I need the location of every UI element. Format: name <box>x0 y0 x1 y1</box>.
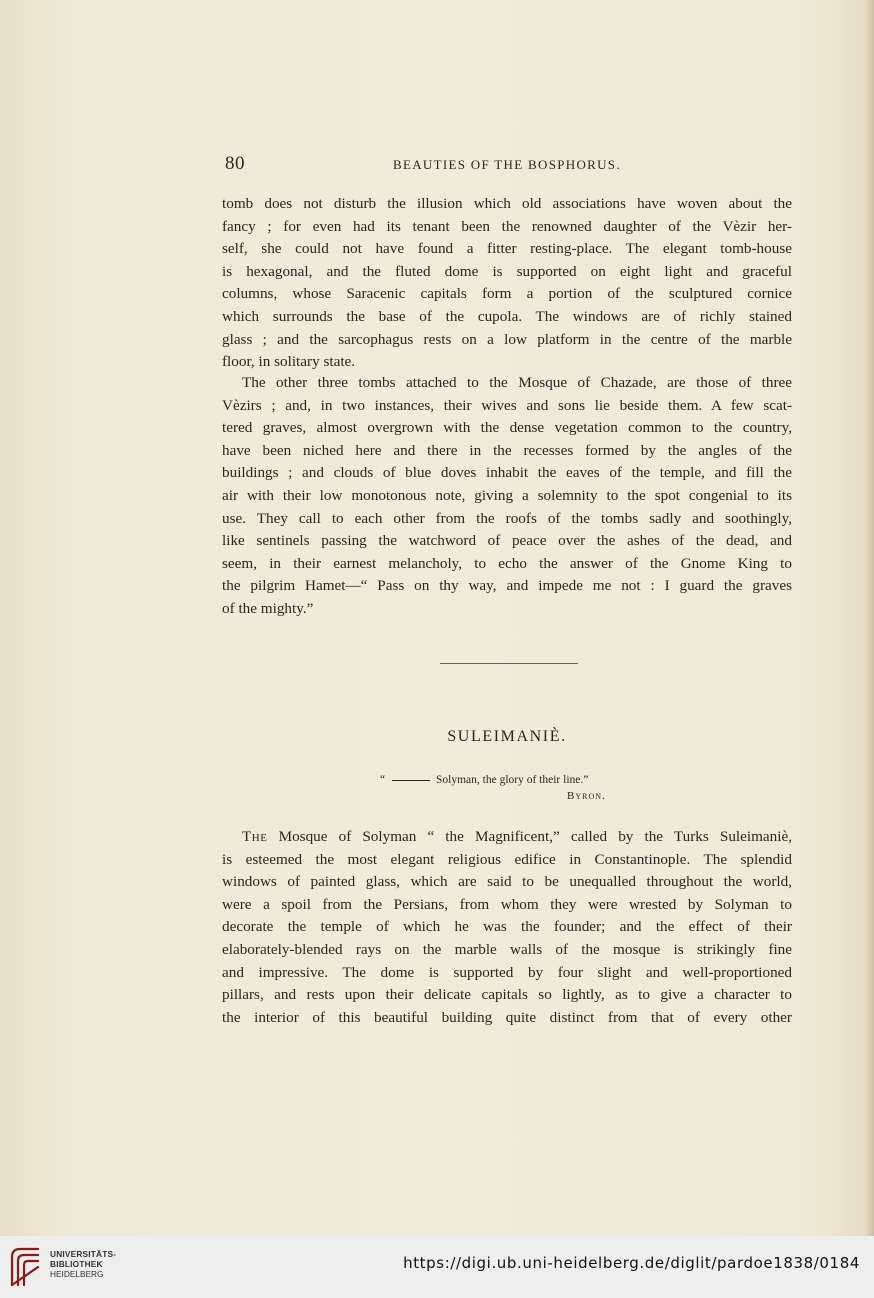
text-line: have been niched here and there in the recesses formed by the angles of the <box>222 441 792 459</box>
text-line: is hexagonal, and the fluted dome is supported on eight light and graceful <box>222 262 792 280</box>
library-name-line2: BIBLIOTHEK <box>50 1259 103 1269</box>
lead-word: The <box>242 828 268 845</box>
text-line: the interior of this beautiful building quite distinct from that of every other <box>222 1008 792 1026</box>
text-line: of the mighty.” <box>222 599 314 617</box>
text-line: seem, in their earnest melancholy, to echo the answer of the Gnome King to <box>222 554 792 572</box>
text-line: self, she could not have found a fitter resting-place. The elegant tomb-house <box>222 240 792 258</box>
epigraph <box>380 774 588 786</box>
library-name <box>50 1249 116 1279</box>
paragraph-3 <box>222 826 792 1029</box>
paragraph-2 <box>222 372 792 621</box>
epigraph-text: Solyman, the glory of their line.” <box>436 774 589 786</box>
text-line: fancy ; for even had its tenant been the renowned daughter of the Vèzir her- <box>222 217 792 235</box>
text-line: columns, whose Saracenic capitals form a portion of the sculptured cornice <box>222 285 792 303</box>
text-line: glass ; and the sarcophagus rests on a low platform in the centre of the marble <box>222 330 792 348</box>
page-number: 80 <box>225 153 245 174</box>
section-title: SULEIMANIÈ. <box>447 728 567 745</box>
text-line: were a spoil from the Persians, from whom they were wrested by Solyman to <box>222 895 792 913</box>
text-line: floor, in solitary state. <box>222 353 356 371</box>
text-line: pillars, and rests upon their delicate capitals so lightly, as to give a character to <box>222 986 792 1004</box>
text-line: windows of painted glass, which are said to be unequalled throughout the world, <box>222 873 792 891</box>
text-line: air with their low monotonous note, giving a solemnity to the spot congenial to its <box>222 486 792 504</box>
epigraph-attribution: Byron. <box>567 790 606 802</box>
library-name-line3: HEIDELBERG <box>50 1269 104 1279</box>
text-line: tered graves, almost overgrown with the dense vegetation common to the country, <box>222 419 792 437</box>
text-line: and impressive. The dome is supported by four slight and well-proportioned <box>222 963 792 981</box>
text-line: the pilgrim Hamet—“ Pass on thy way, and impede me not : I guard the graves <box>222 577 792 595</box>
text-line: decorate the temple of which he was the founder; and the effect of their <box>222 918 792 936</box>
epigraph-dash <box>392 780 430 781</box>
library-logo-icon <box>8 1245 44 1289</box>
page-edge-shadow <box>864 0 874 1236</box>
text-line-first <box>222 826 792 849</box>
text-line: is esteemed the most elegant religious edifice in Constantinople. The splendid <box>222 850 792 868</box>
text-line: tomb does not disturb the illusion which old associations have woven about the <box>222 195 792 212</box>
viewer-footer <box>0 1236 874 1298</box>
running-title: BEAUTIES OF THE BOSPHORUS. <box>393 157 621 172</box>
paragraph-1 <box>222 193 792 374</box>
text-line: The other three tombs attached to the Mosque of Chazade, are those of three <box>242 374 792 391</box>
library-name-line1: UNIVERSITÄTS- <box>50 1249 117 1259</box>
document-url-link[interactable]: https://digi.ub.uni-heidelberg.de/diglit/pardoe1838/0184 <box>403 1254 860 1272</box>
first-line-rest: Mosque of Solyman “ the Magnificent,” called by the Turks Suleimaniè, <box>278 828 792 845</box>
text-line: use. They call to each other from the roofs of the tombs sadly and soothingly, <box>222 509 792 527</box>
text-line: elaborately-blended rays on the marble walls of the mosque is strikingly fine <box>222 940 792 958</box>
text-line: buildings ; and clouds of blue doves inhabit the eaves of the temple, and fill the <box>222 464 792 482</box>
text-line: Vèzirs ; and, in two instances, their wives and sons lie beside them. A few scat- <box>222 396 792 414</box>
section-divider <box>440 663 578 664</box>
running-head <box>225 153 791 177</box>
text-line: which surrounds the base of the cupola. The windows are of richly stained <box>222 307 792 325</box>
text-line: like sentinels passing the watchword of peace over the ashes of the dead, and <box>222 532 792 550</box>
epigraph-open-quote: “ <box>380 774 386 786</box>
